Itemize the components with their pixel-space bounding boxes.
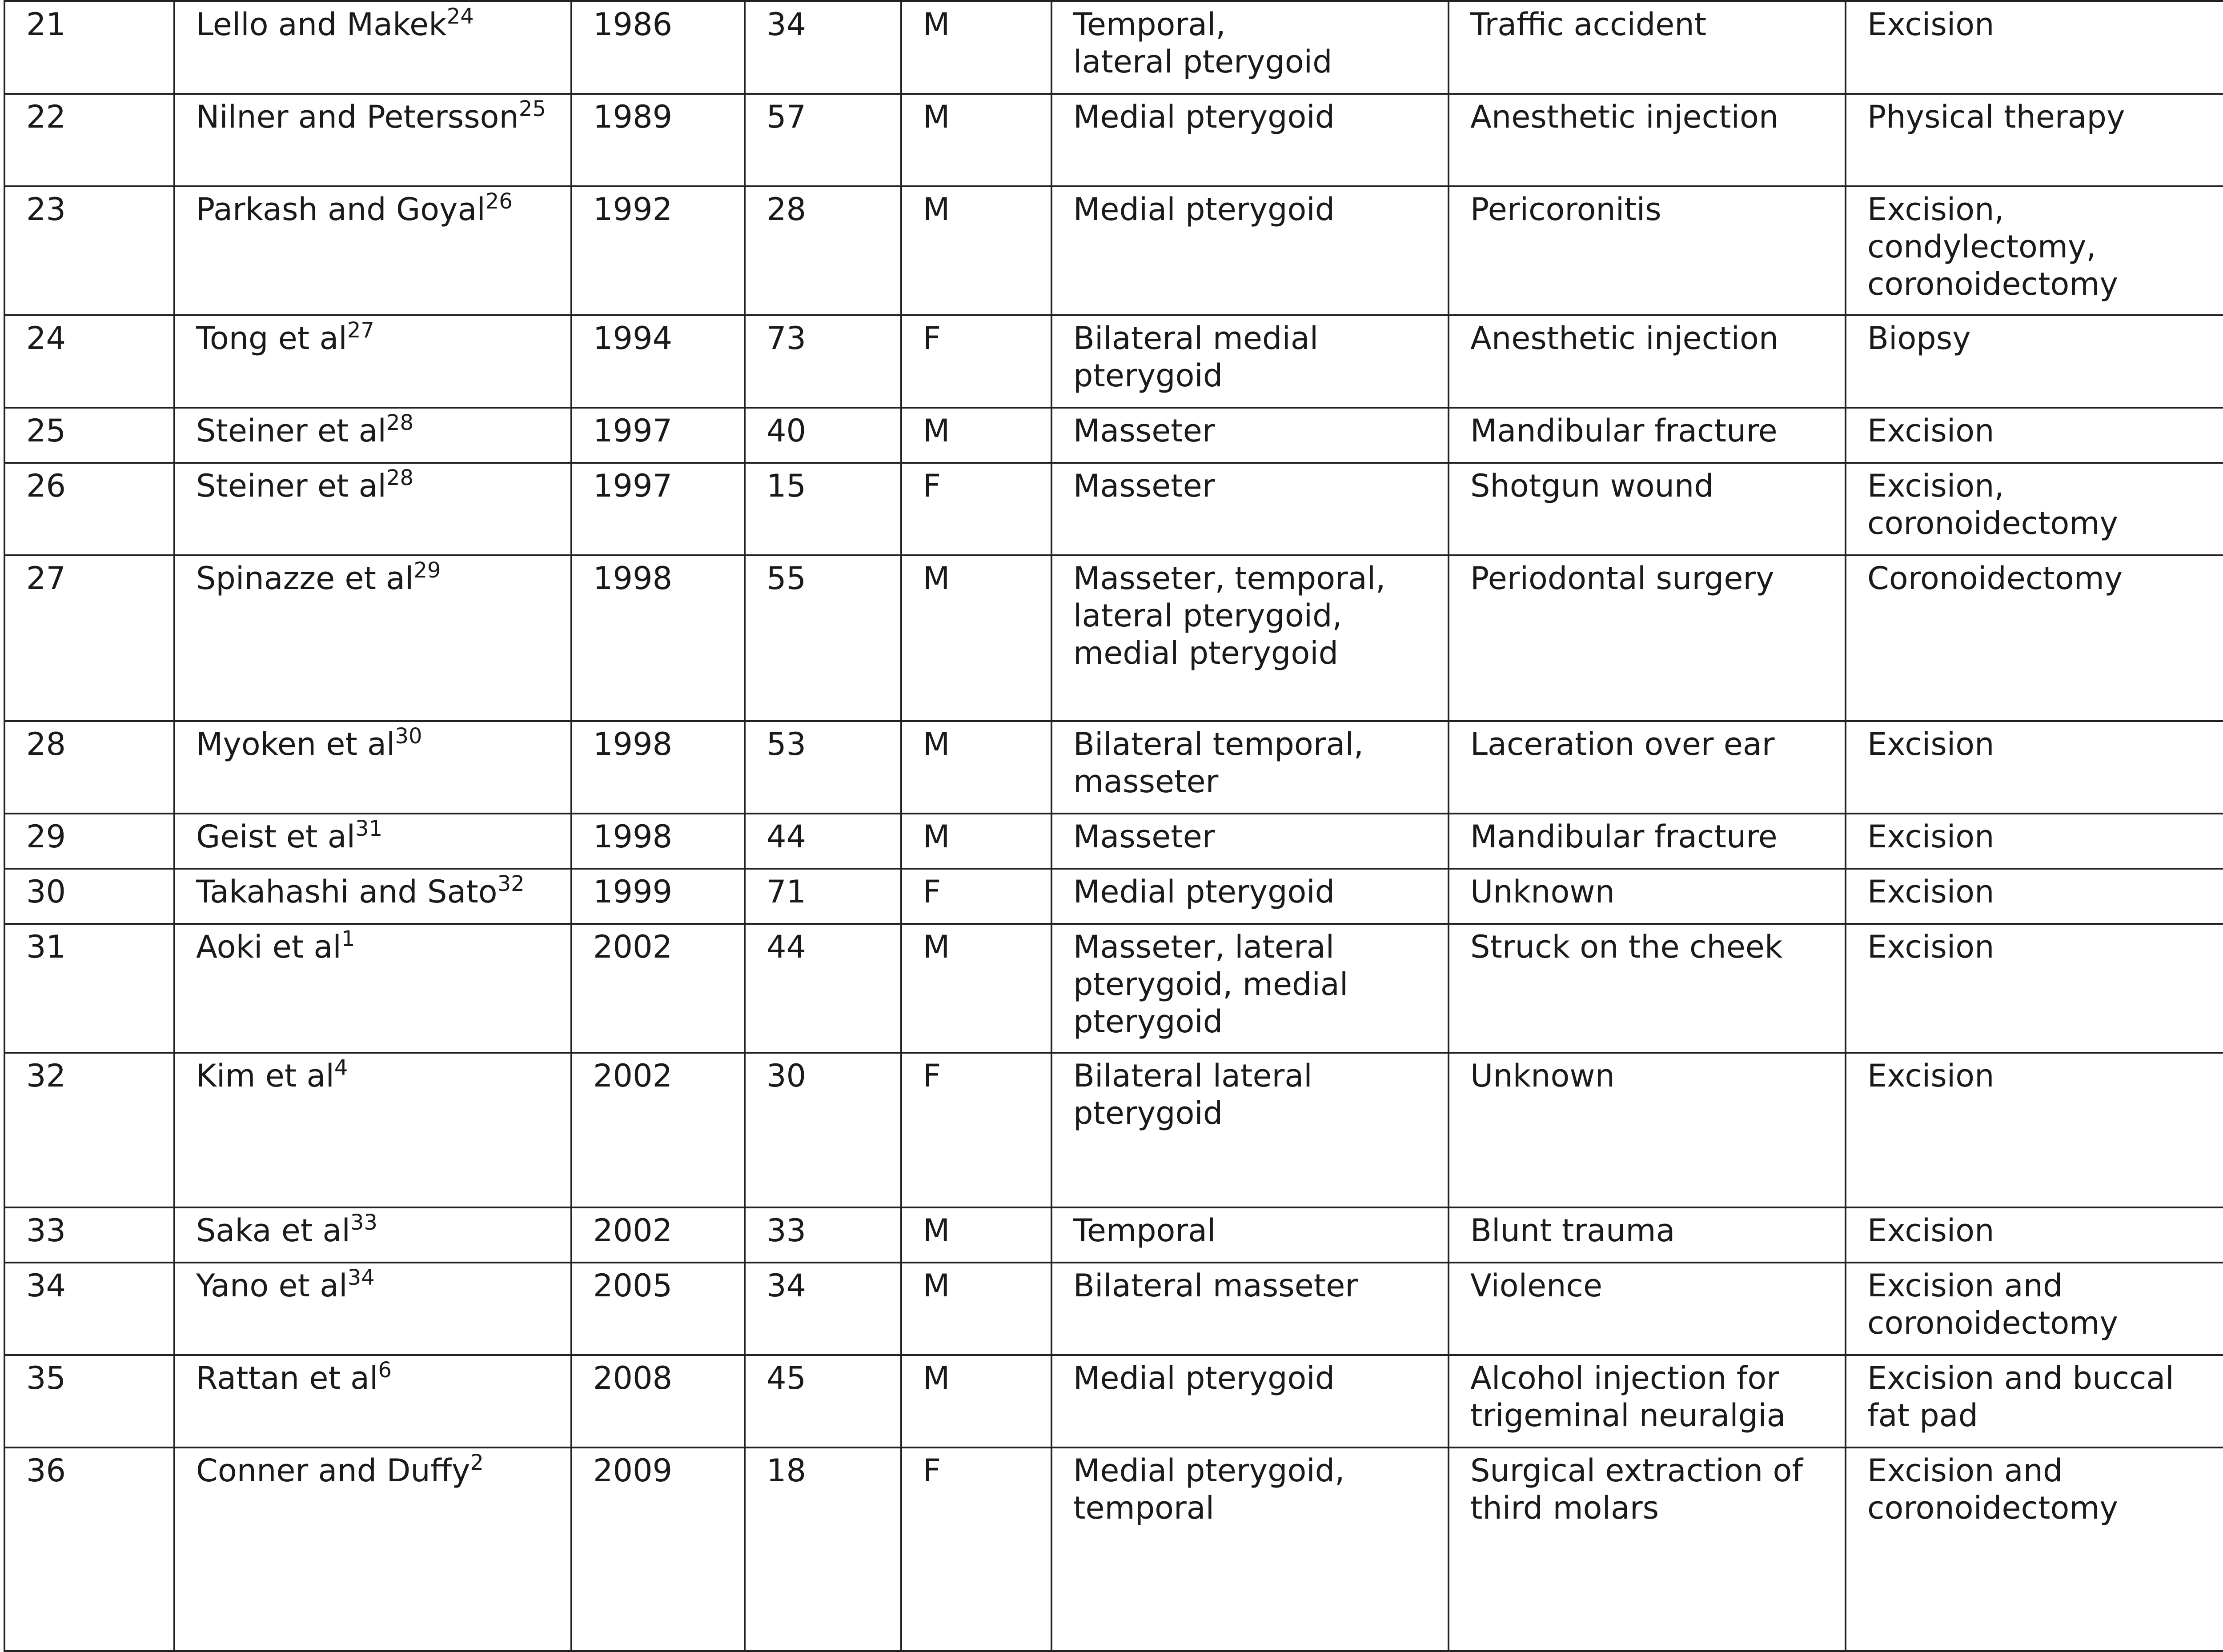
reference-superscript: 2 (470, 1450, 484, 1475)
cause-cell (1449, 408, 1846, 463)
muscle-cell (1051, 814, 1449, 869)
author-cell (174, 408, 571, 463)
reference-superscript: 27 (347, 317, 374, 343)
muscle-line: pterygoid (1073, 357, 1223, 394)
case-number-cell: 29 (4, 814, 174, 869)
sex-cell: M (901, 1, 1051, 94)
sex-cell: F (901, 315, 1051, 408)
year-cell: 2008 (571, 1355, 745, 1448)
treatment-line: Excision, (1867, 191, 2004, 228)
treatment-cell (1846, 315, 2223, 408)
case-number-cell: 26 (4, 463, 174, 555)
age-cell: 44 (745, 814, 901, 869)
treatment-line: coronoidectomy (1867, 265, 2118, 302)
reference-superscript: 28 (386, 465, 414, 490)
cause-cell (1449, 315, 1846, 408)
cause-line: Blunt trauma (1470, 1212, 1675, 1249)
muscle-line: Masseter, temporal, (1073, 560, 1386, 597)
sex-cell: F (901, 1053, 1051, 1207)
muscle-line: masseter (1073, 763, 1219, 800)
year-cell: 1998 (571, 814, 745, 869)
cause-line: Unknown (1470, 873, 1615, 910)
cause-cell (1449, 1355, 1846, 1448)
table-row (4, 408, 2223, 463)
treatment-line: Excision, (1867, 467, 2004, 504)
muscle-cell (1051, 315, 1449, 408)
muscle-cell (1051, 721, 1449, 814)
author-cell (174, 924, 571, 1053)
case-number-cell: 35 (4, 1355, 174, 1448)
muscle-line: Medial pterygoid, (1073, 1452, 1345, 1489)
author-name: Myoken et al (196, 726, 395, 762)
year-cell: 1986 (571, 1, 745, 94)
reference-superscript: 6 (378, 1357, 392, 1383)
cause-line: Traffic accident (1470, 6, 1707, 43)
muscle-cell (1051, 1, 1449, 94)
age-cell: 44 (745, 924, 901, 1053)
author-name: Lello and Makek (196, 6, 447, 43)
treatment-line: Excision and (1867, 1267, 2063, 1304)
treatment-line: Excision (1867, 726, 1994, 762)
author-name: Spinazze et al (196, 560, 414, 597)
reference-superscript: 24 (446, 4, 474, 29)
cause-line: Struck on the cheek (1470, 928, 1783, 965)
treatment-line: condylectomy, (1867, 228, 2096, 265)
muscle-cell (1051, 869, 1449, 924)
case-number-cell: 36 (4, 1448, 174, 1651)
muscle-cell (1051, 1053, 1449, 1207)
table-row (4, 463, 2223, 555)
muscle-cell (1051, 408, 1449, 463)
author-name: Conner and Duffy (196, 1452, 470, 1489)
table-row (4, 94, 2223, 186)
author-name: Tong et al (196, 320, 347, 357)
year-cell: 1999 (571, 869, 745, 924)
cause-line: trigeminal neuralgia (1470, 1397, 1786, 1434)
sex-cell: M (901, 721, 1051, 814)
case-number-cell: 30 (4, 869, 174, 924)
author-name: Parkash and Goyal (196, 191, 486, 228)
age-cell: 71 (745, 869, 901, 924)
table-row (4, 1207, 2223, 1263)
year-cell: 2009 (571, 1448, 745, 1651)
case-number-cell: 23 (4, 186, 174, 315)
muscle-line: Bilateral medial (1073, 320, 1319, 357)
table-row (4, 721, 2223, 814)
muscle-cell (1051, 1263, 1449, 1355)
sex-cell: M (901, 814, 1051, 869)
muscle-cell (1051, 924, 1449, 1053)
treatment-cell (1846, 463, 2223, 555)
age-cell: 30 (745, 1053, 901, 1207)
author-cell (174, 1448, 571, 1651)
treatment-line: Excision (1867, 6, 1994, 43)
treatment-cell (1846, 1207, 2223, 1263)
muscle-line: Medial pterygoid (1073, 1359, 1335, 1396)
cause-cell (1449, 924, 1846, 1053)
year-cell: 1997 (571, 463, 745, 555)
table-row (4, 1, 2223, 94)
reference-superscript: 32 (497, 871, 525, 896)
table-row (4, 869, 2223, 924)
treatment-cell (1846, 1263, 2223, 1355)
year-cell: 1998 (571, 555, 745, 721)
author-name: Geist et al (196, 818, 356, 855)
muscle-cell (1051, 463, 1449, 555)
muscle-cell (1051, 1448, 1449, 1651)
treatment-cell (1846, 1053, 2223, 1207)
case-number-cell: 24 (4, 315, 174, 408)
case-number-cell: 21 (4, 1, 174, 94)
treatment-cell (1846, 869, 2223, 924)
sex-cell: M (901, 408, 1051, 463)
reference-superscript: 28 (386, 410, 414, 435)
muscle-line: Bilateral lateral (1073, 1057, 1312, 1094)
case-number-cell: 33 (4, 1207, 174, 1263)
sex-cell: M (901, 555, 1051, 721)
treatment-line: Physical therapy (1867, 98, 2125, 135)
author-cell (174, 463, 571, 555)
year-cell: 1997 (571, 408, 745, 463)
treatment-line: coronoidectomy (1867, 505, 2118, 541)
cause-line: Unknown (1470, 1057, 1615, 1094)
age-cell: 34 (745, 1263, 901, 1355)
cause-cell (1449, 555, 1846, 721)
case-report-table (4, 0, 2223, 1652)
year-cell: 2005 (571, 1263, 745, 1355)
age-cell: 18 (745, 1448, 901, 1651)
author-cell (174, 814, 571, 869)
muscle-cell (1051, 1355, 1449, 1448)
year-cell: 2002 (571, 1207, 745, 1263)
table-row (4, 1263, 2223, 1355)
cause-cell (1449, 814, 1846, 869)
muscle-line: Medial pterygoid (1073, 98, 1335, 135)
author-name: Aoki et al (196, 928, 341, 965)
muscle-line: medial pterygoid (1073, 634, 1339, 671)
cause-line: Mandibular fracture (1470, 818, 1778, 855)
author-name: Steiner et al (196, 467, 386, 504)
author-cell (174, 186, 571, 315)
author-name: Steiner et al (196, 412, 386, 449)
year-cell: 1994 (571, 315, 745, 408)
age-cell: 33 (745, 1207, 901, 1263)
age-cell: 55 (745, 555, 901, 721)
treatment-cell (1846, 555, 2223, 721)
reference-superscript: 29 (413, 557, 441, 583)
reference-superscript: 1 (341, 926, 355, 951)
reference-superscript: 33 (350, 1210, 377, 1235)
table-body (4, 1, 2223, 1651)
treatment-line: fat pad (1867, 1397, 1978, 1434)
table-row (4, 1448, 2223, 1651)
cause-cell (1449, 1, 1846, 94)
cause-cell (1449, 94, 1846, 186)
author-cell (174, 869, 571, 924)
age-cell: 15 (745, 463, 901, 555)
treatment-line: Biopsy (1867, 320, 1971, 357)
author-cell (174, 1053, 571, 1207)
treatment-line: Excision (1867, 928, 1994, 965)
cause-cell (1449, 186, 1846, 315)
age-cell: 28 (745, 186, 901, 315)
table-row (4, 186, 2223, 315)
cause-cell (1449, 1448, 1846, 1651)
author-cell (174, 555, 571, 721)
year-cell: 1992 (571, 186, 745, 315)
year-cell: 1989 (571, 94, 745, 186)
treatment-line: Excision (1867, 818, 1994, 855)
treatment-cell (1846, 94, 2223, 186)
treatment-line: Coronoidectomy (1867, 560, 2123, 597)
treatment-cell (1846, 186, 2223, 315)
cause-line: Surgical extraction of (1470, 1452, 1803, 1489)
year-cell: 1998 (571, 721, 745, 814)
age-cell: 40 (745, 408, 901, 463)
author-name: Nilner and Petersson (196, 98, 519, 135)
author-cell (174, 1, 571, 94)
reference-superscript: 30 (395, 723, 422, 749)
cause-line: Anesthetic injection (1470, 320, 1779, 357)
treatment-line: Excision and buccal (1867, 1359, 2174, 1396)
reference-superscript: 25 (518, 96, 546, 121)
cause-line: Pericoronitis (1470, 191, 1661, 228)
treatment-line: coronoidectomy (1867, 1489, 2118, 1526)
muscle-line: Temporal (1073, 1212, 1216, 1249)
case-number-cell: 25 (4, 408, 174, 463)
muscle-line: pterygoid (1073, 1003, 1223, 1040)
muscle-line: pterygoid (1073, 1095, 1223, 1131)
muscle-cell (1051, 94, 1449, 186)
case-number-cell: 28 (4, 721, 174, 814)
author-cell (174, 1207, 571, 1263)
cause-line: Alcohol injection for (1470, 1359, 1779, 1396)
author-cell (174, 721, 571, 814)
cause-line: third molars (1470, 1489, 1659, 1526)
author-name: Takahashi and Sato (196, 873, 498, 910)
reference-superscript: 4 (334, 1055, 348, 1080)
cause-line: Mandibular fracture (1470, 412, 1778, 449)
treatment-cell (1846, 1, 2223, 94)
treatment-cell (1846, 1448, 2223, 1651)
year-cell: 2002 (571, 1053, 745, 1207)
table-row (4, 814, 2223, 869)
cause-cell (1449, 1263, 1846, 1355)
treatment-cell (1846, 408, 2223, 463)
treatment-cell (1846, 814, 2223, 869)
treatment-cell (1846, 924, 2223, 1053)
table-row (4, 924, 2223, 1053)
muscle-line: Masseter, lateral (1073, 928, 1335, 965)
author-name: Yano et al (196, 1267, 348, 1304)
case-number-cell: 32 (4, 1053, 174, 1207)
cause-cell (1449, 1207, 1846, 1263)
author-name: Saka et al (196, 1212, 350, 1249)
treatment-line: Excision (1867, 873, 1994, 910)
treatment-cell (1846, 1355, 2223, 1448)
age-cell: 45 (745, 1355, 901, 1448)
treatment-line: Excision (1867, 1057, 1994, 1094)
cause-cell (1449, 869, 1846, 924)
sex-cell: F (901, 1448, 1051, 1651)
age-cell: 53 (745, 721, 901, 814)
sex-cell: M (901, 924, 1051, 1053)
cause-line: Anesthetic injection (1470, 98, 1779, 135)
muscle-cell (1051, 1207, 1449, 1263)
muscle-line: Masseter (1073, 412, 1215, 449)
case-number-cell: 31 (4, 924, 174, 1053)
muscle-line: lateral pterygoid (1073, 44, 1332, 80)
cause-line: Periodontal surgery (1470, 560, 1774, 597)
muscle-line: temporal (1073, 1489, 1215, 1526)
muscle-cell (1051, 555, 1449, 721)
cause-line: Laceration over ear (1470, 726, 1775, 762)
muscle-line: Bilateral temporal, (1073, 726, 1364, 762)
age-cell: 34 (745, 1, 901, 94)
sex-cell: M (901, 1355, 1051, 1448)
cause-cell (1449, 463, 1846, 555)
year-cell: 2002 (571, 924, 745, 1053)
author-cell (174, 1355, 571, 1448)
treatment-line: Excision and (1867, 1452, 2063, 1489)
reference-superscript: 26 (485, 188, 513, 214)
muscle-line: pterygoid, medial (1073, 966, 1348, 1002)
cause-cell (1449, 721, 1846, 814)
table-row (4, 1053, 2223, 1207)
muscle-line: Medial pterygoid (1073, 873, 1335, 910)
author-name: Rattan et al (196, 1359, 378, 1396)
author-cell (174, 315, 571, 408)
case-number-cell: 34 (4, 1263, 174, 1355)
sex-cell: F (901, 463, 1051, 555)
author-cell (174, 94, 571, 186)
author-cell (174, 1263, 571, 1355)
muscle-line: Bilateral masseter (1073, 1267, 1358, 1304)
muscle-line: Masseter (1073, 818, 1215, 855)
table-row (4, 315, 2223, 408)
sex-cell: M (901, 1263, 1051, 1355)
treatment-line: Excision (1867, 412, 1994, 449)
muscle-line: lateral pterygoid, (1073, 597, 1342, 634)
reference-superscript: 34 (347, 1265, 375, 1290)
cause-line: Shotgun wound (1470, 467, 1714, 504)
case-number-cell: 22 (4, 94, 174, 186)
age-cell: 57 (745, 94, 901, 186)
case-number-cell: 27 (4, 555, 174, 721)
table-row (4, 1355, 2223, 1448)
treatment-line: Excision (1867, 1212, 1994, 1249)
treatment-cell (1846, 721, 2223, 814)
reference-superscript: 31 (355, 816, 383, 841)
author-name: Kim et al (196, 1057, 334, 1094)
muscle-line: Medial pterygoid (1073, 191, 1335, 228)
sex-cell: F (901, 869, 1051, 924)
cause-line: Violence (1470, 1267, 1603, 1304)
sex-cell: M (901, 1207, 1051, 1263)
cause-cell (1449, 1053, 1846, 1207)
sex-cell: M (901, 94, 1051, 186)
muscle-line: Temporal, (1073, 6, 1226, 43)
muscle-line: Masseter (1073, 467, 1215, 504)
table-row (4, 555, 2223, 721)
age-cell: 73 (745, 315, 901, 408)
treatment-line: coronoidectomy (1867, 1304, 2118, 1341)
sex-cell: M (901, 186, 1051, 315)
muscle-cell (1051, 186, 1449, 315)
